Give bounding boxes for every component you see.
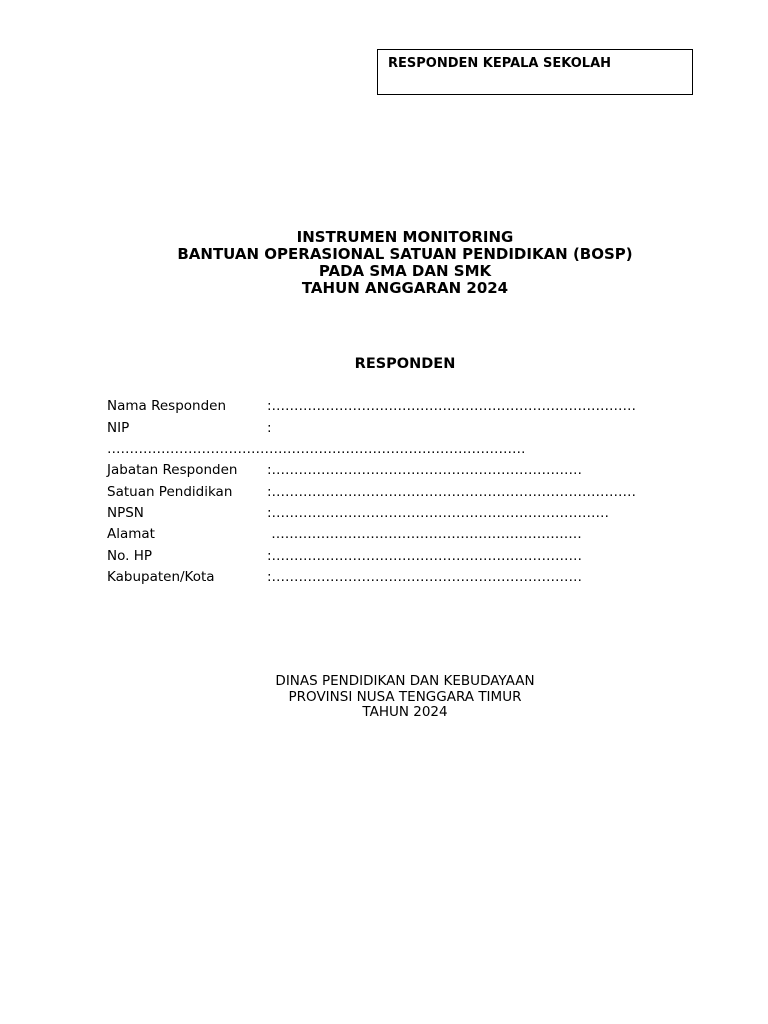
field-row-jabatan-responden [107, 462, 582, 482]
field-row-kabupaten-kota [107, 569, 582, 589]
field-label: NPSN [107, 505, 144, 521]
field-row-npsn [107, 505, 609, 525]
title-line-4: TAHUN ANGGARAN 2024 [301, 279, 509, 297]
field-label: Kabupaten/Kota [107, 569, 215, 585]
field-label: Jabatan Responden [107, 462, 238, 478]
footer-line-2: PROVINSI NUSA TENGGARA TIMUR [288, 688, 522, 705]
field-row-no-hp [107, 548, 582, 568]
title-line-3: PADA SMA DAN SMK [318, 262, 492, 280]
field-value: : [267, 420, 272, 436]
respondent-type-label: RESPONDEN KEPALA SEKOLAH [388, 56, 612, 71]
section-heading: RESPONDEN [354, 356, 456, 372]
field-label: Alamat [107, 526, 155, 542]
field-label: Satuan Pendidikan [107, 484, 233, 500]
field-label: NIP [107, 420, 130, 436]
title-line-1: INSTRUMEN MONITORING [296, 228, 514, 246]
field-value: :……………………………………………………………………… [267, 398, 637, 414]
field-row-nip [107, 420, 272, 440]
field-row-nama-responden [107, 398, 636, 418]
field-label: Nama Responden [107, 398, 227, 414]
footer-line-3: TAHUN 2024 [362, 704, 448, 720]
field-value: :……………………………………………………………………… [267, 484, 637, 500]
issuer-footer [0, 674, 768, 721]
respondent-type-box [377, 49, 693, 95]
field-row-alamat [107, 526, 582, 546]
field-value: …………………………………………………………… [267, 526, 582, 542]
field-value: :…………………………………………………………… [267, 569, 583, 585]
field-value: :…………………………………………………………… [267, 462, 583, 478]
field-row-nip-continuation [107, 441, 526, 461]
field-value: :………………………………………………………………… [267, 505, 610, 521]
document-title [0, 229, 768, 297]
footer-line-1: DINAS PENDIDIKAN DAN KEBUDAYAAN [275, 673, 535, 689]
field-label: No. HP [107, 548, 152, 564]
field-value: ………………………………………………………………………………… [107, 441, 526, 457]
field-value: :…………………………………………………………… [267, 548, 583, 564]
field-row-satuan-pendidikan [107, 484, 636, 504]
title-line-2: BANTUAN OPERASIONAL SATUAN PENDIDIKAN (BOSP) [177, 245, 633, 263]
